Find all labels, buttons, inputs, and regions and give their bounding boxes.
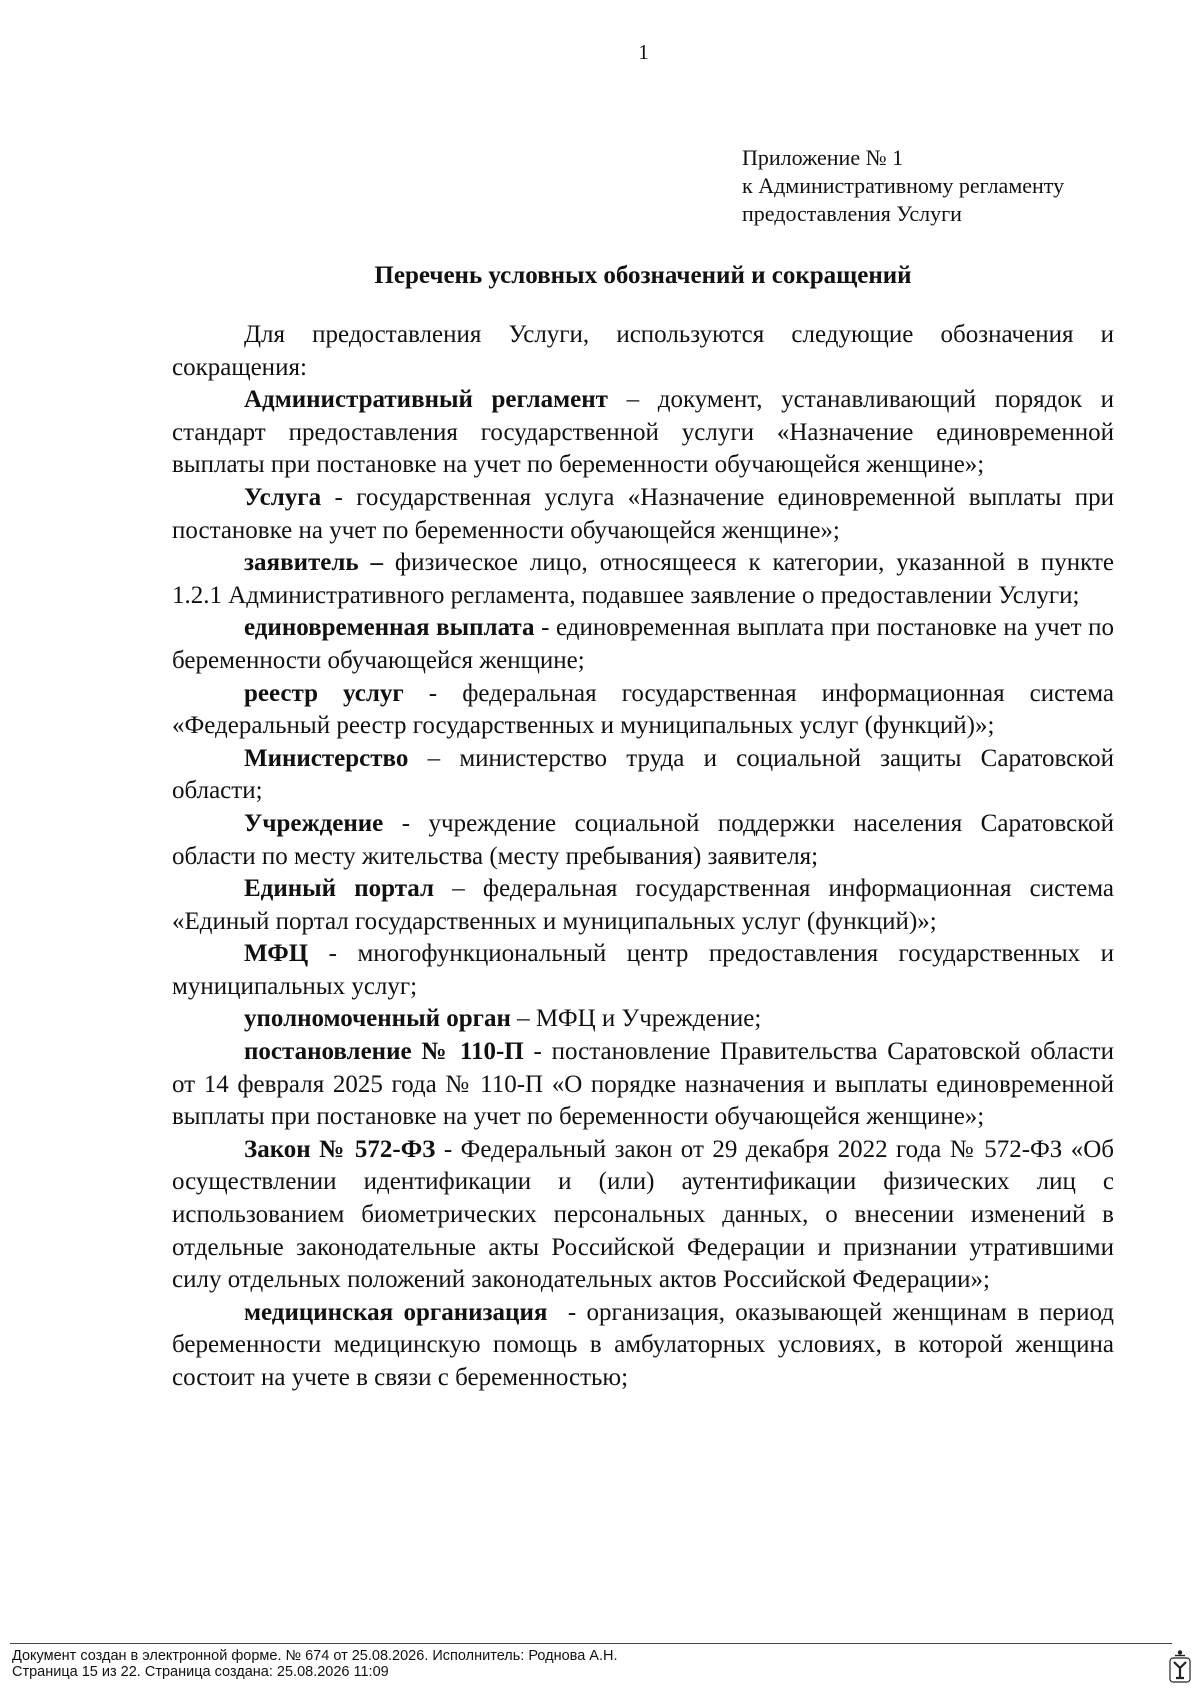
footer-line-1: Документ создан в электронной форме. № 674 от 25.08.2026. Исполнитель: Роднова А.Н. [12, 1648, 618, 1664]
definition-term: Услуга [244, 483, 322, 511]
definition-text: организация, оказывающей женщинам в период беременности медицинскую помощь в амбулаторных условиях, в которой женщина состоит на учете в связи с беременностью; [172, 1298, 1114, 1391]
definition-item [172, 1003, 1114, 1036]
appendix-header [742, 144, 1064, 228]
definition-item [172, 938, 1114, 1003]
definition-text: федеральная государственная информационная система «Единый портал государственных и муниципальных услуг (функций)»; [172, 875, 1114, 935]
definition-separator: - [547, 1298, 587, 1326]
footer-divider [10, 1643, 1172, 1644]
appendix-line-3: предоставления Услуги [742, 201, 962, 226]
definition-text: учреждение социальной поддержки населения Саратовской области по месту жительства (месту пребывания) заявителя; [172, 809, 1114, 870]
definitions-list [172, 384, 1114, 1394]
definition-item [172, 1134, 1114, 1297]
definition-term: Министерство [244, 744, 409, 772]
definition-separator: – [408, 744, 460, 772]
definition-item [172, 384, 1114, 482]
definition-separator: - [321, 483, 357, 511]
definition-item [172, 547, 1114, 612]
definition-item [172, 873, 1114, 938]
definition-text: министерство труда и социальной защиты Саратовской области; [172, 744, 1114, 805]
definition-item [172, 808, 1114, 873]
definition-term: заявитель – [244, 549, 384, 577]
definition-term: МФЦ [244, 940, 309, 968]
definition-item [172, 1297, 1114, 1395]
definition-item [172, 1036, 1114, 1134]
definition-item [172, 612, 1114, 677]
appendix-line-2: к Административному регламенту [742, 173, 1065, 198]
definition-separator: - [435, 1135, 461, 1163]
definition-separator: - [383, 809, 429, 837]
definition-term: постановление № 110-П [244, 1038, 524, 1066]
page-number: 1 [638, 40, 649, 64]
definition-text: МФЦ и Учреждение; [535, 1005, 762, 1033]
intro-paragraph: Для предоставления Услуги, используются следующие обозначения и сокращения: [172, 321, 1114, 381]
definition-item [172, 743, 1114, 808]
definition-item [172, 482, 1114, 547]
definition-item [172, 678, 1114, 743]
definition-text: федеральная государственная информационная система «Федеральный реестр государственных и муниципальных услуг (функций)»; [172, 679, 1114, 740]
definition-term: уполномоченный орган [244, 1005, 511, 1033]
definition-term: реестр услуг [244, 679, 404, 707]
definition-separator: - [534, 614, 556, 642]
footer-line-2: Страница 15 из 22. Страница создана: 25.08.2026 11:09 [12, 1664, 389, 1680]
saratov-emblem-icon [1168, 1648, 1192, 1684]
definition-term: Единый портал [244, 875, 435, 903]
definition-text: Федеральный закон от 29 декабря 2022 года № 572-ФЗ «Об осуществлении идентификации и (или) аутентификации физических лиц с использованием биометрических персональных данных, о внесении изменений в отдельные законодательные акты Российской Федерации и признании утратившими силу отдельных положений законодательных актов Российской Федерации»; [172, 1135, 1115, 1294]
definition-term: Учреждение [244, 809, 384, 837]
definition-text: многофункциональный центр предоставления государственных и муниципальных услуг; [172, 940, 1114, 1000]
definition-separator: – [434, 875, 483, 903]
definition-term: медицинская организация [244, 1298, 548, 1326]
definition-text: документ, устанавливающий порядок и стандарт предоставления государственной услуги «Назначение единовременной выплаты при постановке на учет по беременности обучающейся женщине»; [172, 386, 1114, 479]
definition-text: государственная услуга «Назначение единовременной выплаты при постановке на учет по беременности обучающейся женщине»; [172, 483, 1114, 544]
definition-separator: - [403, 679, 463, 707]
definition-separator: - [308, 940, 358, 968]
definition-text: постановление Правительства Саратовской области от 14 февраля 2025 года № 110-П «О порядке назначения и выплаты единовременной выплаты при постановке на учет по беременности обучающейся женщине»; [172, 1038, 1114, 1131]
document-body [172, 319, 1114, 1395]
definition-term: единовременная выплата [244, 614, 535, 642]
definition-term: Закон № 572-ФЗ [244, 1135, 436, 1163]
definition-separator [383, 549, 395, 576]
appendix-line-1: Приложение № 1 [742, 145, 904, 170]
definition-text: единовременная выплата при постановке на учет по беременности обучающейся женщине; [172, 614, 1114, 674]
definition-term: Административный регламент [244, 386, 608, 414]
definition-text: физическое лицо, относящееся к категории, указанной в пункте 1.2.1 Административного регламента, подавшее заявление о предоставлении Услуги; [172, 549, 1114, 609]
definition-separator: - [523, 1038, 552, 1066]
footer [12, 1648, 618, 1680]
definition-separator: – [607, 386, 658, 414]
document-title: Перечень условных обозначений и сокращений [374, 262, 912, 289]
definition-separator: – [510, 1005, 536, 1033]
